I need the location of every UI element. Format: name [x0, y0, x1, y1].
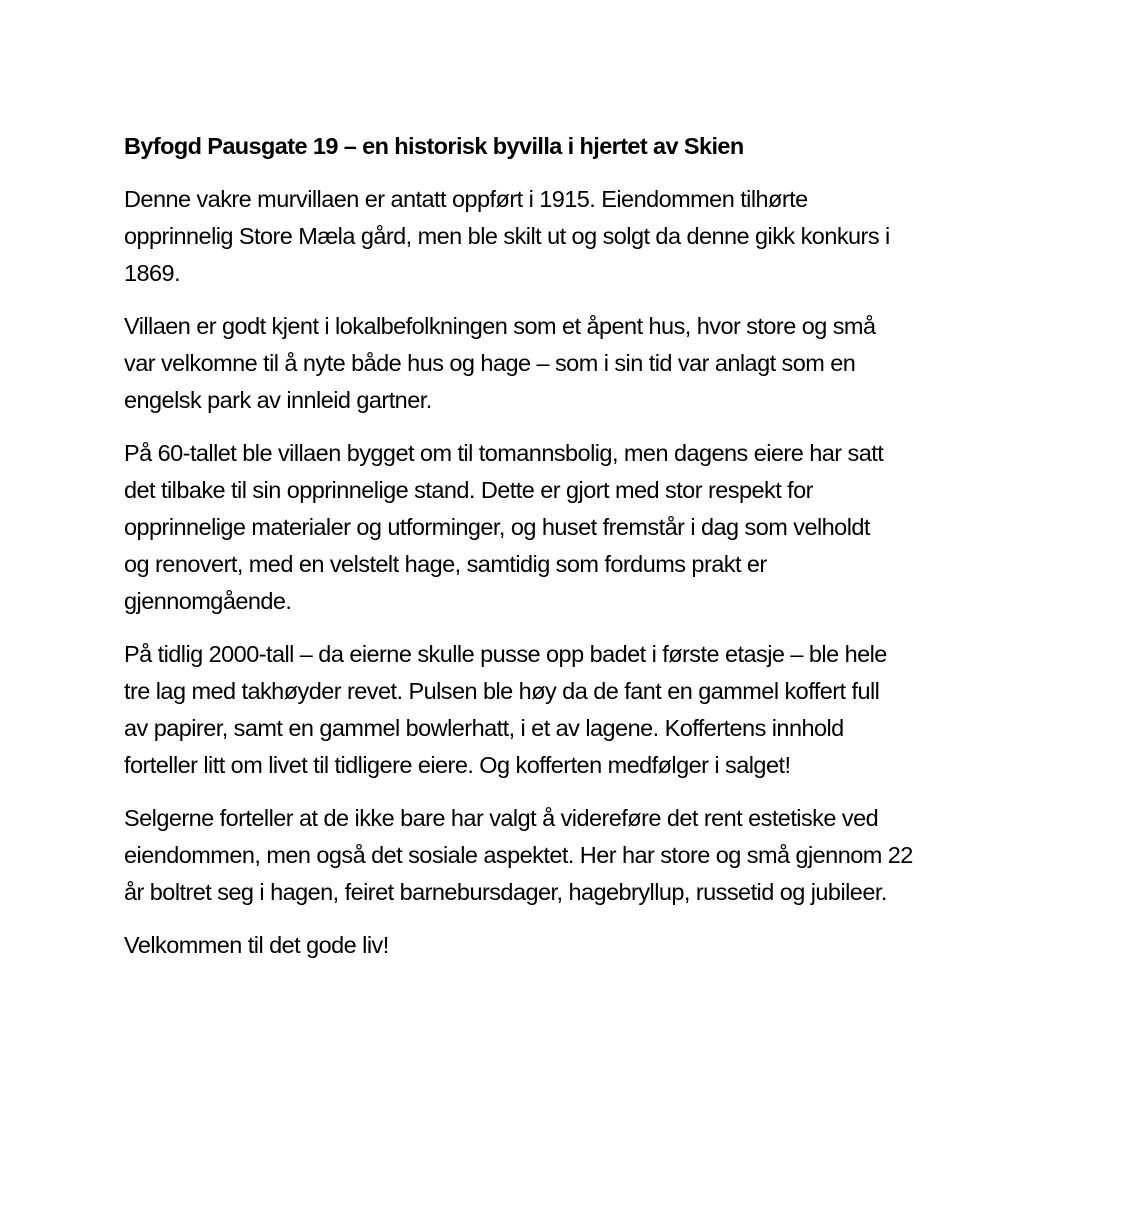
text-line: år boltret seg i hagen, feiret barnebursdager, hagebryllup, russetid og jubileer. [124, 879, 887, 905]
paragraph-restoration [124, 435, 1034, 620]
text-line: Velkommen til det gode liv! [124, 932, 389, 958]
text-line: På 60-tallet ble villaen bygget om til tomannsbolig, men dagens eiere har satt [124, 440, 884, 466]
text-line: opprinnelig Store Mæla gård, men ble skilt ut og solgt da denne gikk konkurs i [124, 223, 890, 249]
text-line: På tidlig 2000-tall – da eierne skulle pusse opp badet i første etasje – ble hele [124, 641, 887, 667]
text-line: Denne vakre murvillaen er antatt oppført i 1915. Eiendommen tilhørte [124, 186, 808, 212]
paragraph-suitcase [124, 636, 1034, 784]
text-line: forteller litt om livet til tidligere eiere. Og kofferten medfølger i salget! [124, 752, 791, 778]
paragraph-history [124, 181, 1034, 292]
document-page [124, 128, 1034, 980]
paragraph-open-house [124, 308, 1034, 419]
paragraph-welcome [124, 927, 1034, 964]
text-line: opprinnelige materialer og utforminger, og huset fremstår i dag som velholdt [124, 514, 870, 540]
text-line: av papirer, samt en gammel bowlerhatt, i et av lagene. Koffertens innhold [124, 715, 844, 741]
text-line: Villaen er godt kjent i lokalbefolkningen som et åpent hus, hvor store og små [124, 313, 876, 339]
text-line: tre lag med takhøyder revet. Pulsen ble høy da de fant en gammel koffert full [124, 678, 880, 704]
text-line: 1869. [124, 260, 181, 286]
text-line: det tilbake til sin opprinnelige stand. Dette er gjort med stor respekt for [124, 477, 813, 503]
text-line: og renovert, med en velstelt hage, samtidig som fordums prakt er [124, 551, 767, 577]
text-line: engelsk park av innleid gartner. [124, 387, 432, 413]
paragraph-social [124, 800, 1034, 911]
text-line: gjennomgående. [124, 588, 292, 614]
text-line: eiendommen, men også det sosiale aspektet. Her har store og små gjennom 22 [124, 842, 913, 868]
text-line: Selgerne forteller at de ikke bare har valgt å videreføre det rent estetiske ved [124, 805, 879, 831]
text-line: var velkomne til å nyte både hus og hage – som i sin tid var anlagt som en [124, 350, 856, 376]
document-title: Byfogd Pausgate 19 – en historisk byvilla i hjertet av Skien [124, 133, 744, 159]
